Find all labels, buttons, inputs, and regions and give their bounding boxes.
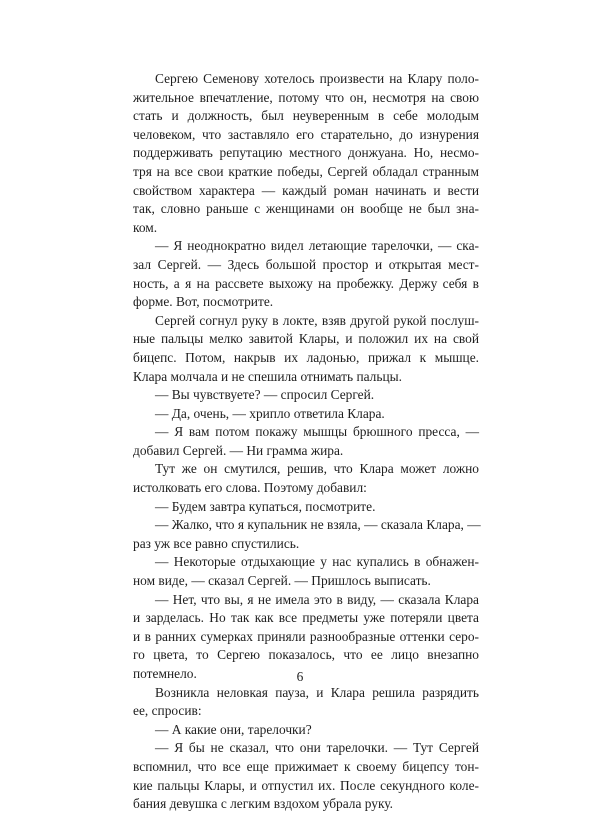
text-line: жительное впечатление, потому что он, несмотря на свою (133, 89, 479, 105)
text-line: — Да, очень, — хрипло ответила Клара. (155, 405, 385, 421)
text-line: — Будем завтра купаться, посмотрите. (155, 498, 376, 514)
text-line: стать и должность, был неуверенным в себе молодым (133, 108, 479, 124)
text-line: истолковать его слова. Поэтому добавил: (133, 480, 367, 496)
text-line: — Я бы не сказал, что они тарелочки. — Тут Сергей (155, 740, 479, 756)
text-line: зал Сергей. — Здесь большой простор и открытая мест- (133, 256, 479, 272)
text-line: человеком, что заставляло его старательно, до изнурения (133, 126, 479, 142)
text-line: ном виде, — сказал Сергей. — Пришлось выписать. (133, 573, 431, 589)
text-line: бицепс. Потом, накрыв их ладонью, прижал к мышце. (133, 349, 479, 365)
text-line: — Я неоднократно видел летающие тарелочки, — ска- (155, 238, 479, 254)
text-line: ее, спросив: (133, 703, 202, 719)
body-text (133, 70, 479, 814)
text-line: — А какие они, тарелочки? (155, 721, 312, 737)
text-line: ком. (133, 219, 158, 235)
text-line: — Я вам потом покажу мышцы брюшного пресса, — (155, 424, 479, 440)
text-line: — Нет, что вы, я не имела это в виду, — сказала Клара (155, 591, 479, 607)
text-line: раз уж все равно спустились. (133, 535, 300, 551)
text-line: Тут же он смутился, решив, что Клара может ложно (155, 461, 479, 477)
text-line: Клара молчала и не спешила отнимать пальцы. (133, 368, 402, 384)
text-line: и в ранних сумерках приняли разнообразные оттенки серо- (133, 628, 479, 644)
text-line: и зарделась. Но так как все предметы уже потеряли цвета (133, 610, 479, 626)
text-line: — Вы чувствуете? — спросил Сергей. (155, 387, 375, 403)
text-line: добавил Сергей. — Ни грамма жира. (133, 442, 344, 458)
text-line: тря на все свои краткие победы, Сергей обладал странным (133, 163, 479, 179)
text-line: вспомнил, что все еще прижимает к своему бицепсу тон- (133, 758, 479, 774)
text-line: свойством характера — каждый роман начинать и вести (133, 182, 479, 198)
text-line: Возникла неловкая пауза, и Клара решила разрядить (155, 684, 479, 700)
text-line: форме. Вот, посмотрите. (133, 294, 274, 310)
text-line: Сергей согнул руку в локте, взяв другой рукой послуш- (155, 312, 479, 328)
text-line: Сергею Семенову хотелось произвести на Клару поло- (155, 71, 479, 86)
page-number: 6 (296, 669, 304, 684)
text-line: поддерживать репутацию местного донжуана. Но, несмо- (133, 145, 479, 161)
text-line: кие пальцы Клары, и отпустил их. После секундного коле- (133, 777, 479, 793)
text-line: — Жалко, что я купальник не взяла, — сказала Клара, — (155, 517, 481, 533)
text-line: го цвета, то Сергею показалось, что ее лицо внезапно (133, 647, 479, 663)
text-line: потемнело. (133, 666, 197, 681)
text-line: ные пальцы мелко завитой Клары, и положил их на свой (133, 331, 479, 347)
text-line: бания девушка с легким вздохом убрала руку. (133, 796, 394, 812)
text-line: так, словно раньше с женщинами он вообще не был зна- (133, 201, 479, 217)
text-line: ность, а я на рассвете выхожу на пробежку. Держу себя в (133, 275, 479, 291)
text-line: — Некоторые отдыхающие у нас купались в обнажен- (155, 554, 479, 570)
